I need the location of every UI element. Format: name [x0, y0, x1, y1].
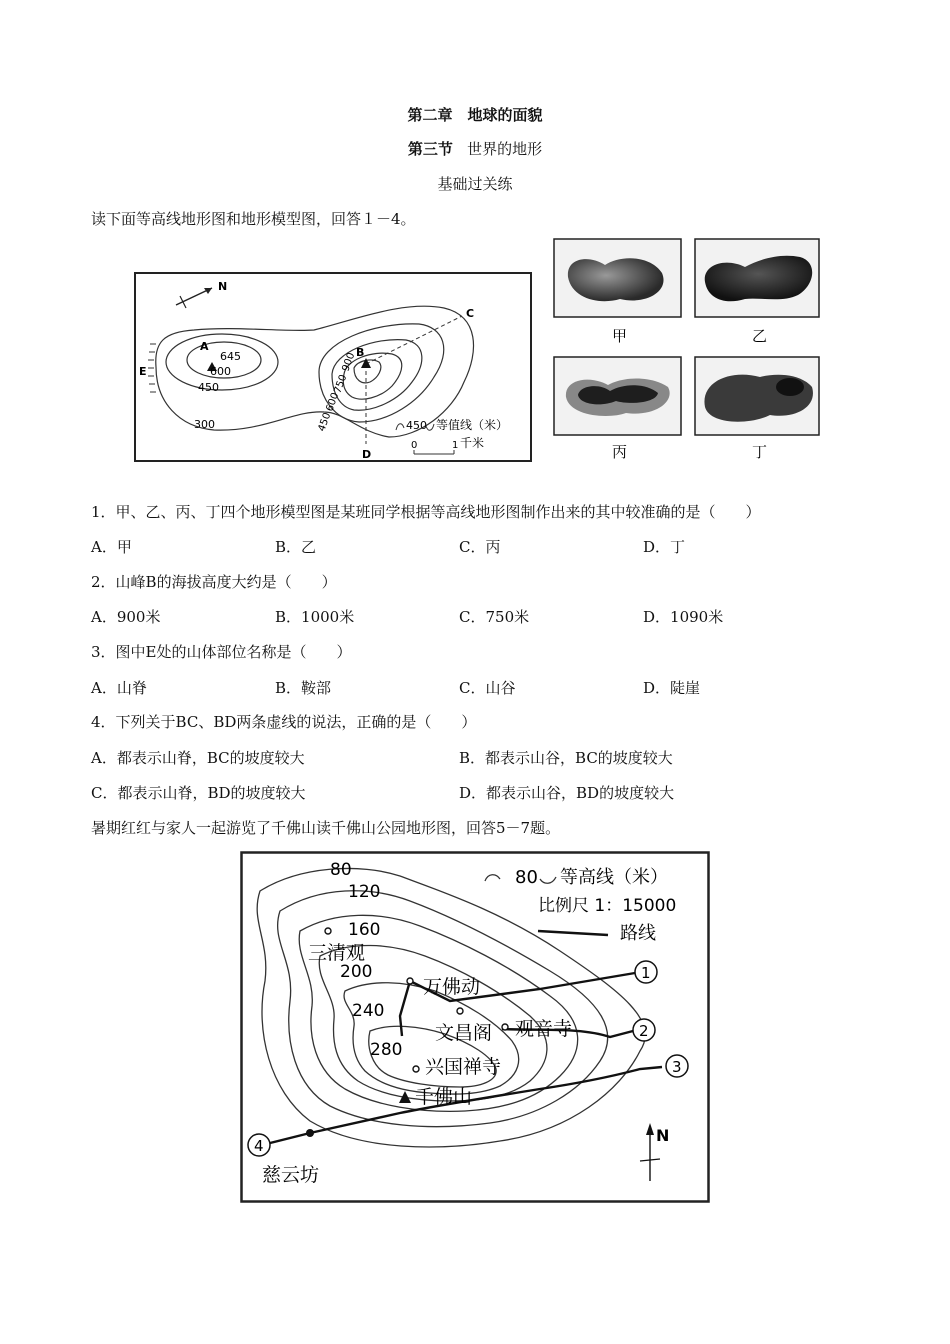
- map1-frame: [135, 273, 531, 461]
- map2-legend-route: 路线: [620, 923, 656, 944]
- map2-label-guanyinsi: 观音寺: [515, 1018, 573, 1040]
- question-2-stem: 2．山峰B的海拔高度大约是（ ）: [91, 573, 337, 591]
- map2-label-wanfodong: 万佛动: [423, 976, 481, 998]
- model-ding-label: 丁: [752, 443, 768, 461]
- map2-marker-wanfodong: [407, 978, 413, 984]
- map2-label-280: 280: [370, 1040, 403, 1060]
- question-4-stem: 4．下列关于BC、BD两条虚线的说法，正确的是（ ）: [91, 713, 477, 731]
- map1-label-750: 750: [332, 373, 350, 396]
- question-4-option-a: A．都表示山脊，BC的坡度较大: [91, 749, 305, 767]
- park-contour-map: [240, 851, 711, 1204]
- question-2-option-b: B．1000米: [275, 608, 355, 626]
- map2-marker-sanqingguan: [325, 928, 331, 934]
- map1-label-c: C: [466, 307, 475, 320]
- map1-label-300: 300: [194, 418, 215, 431]
- map1-label-a: A: [200, 340, 209, 353]
- model-jia-shape: [568, 258, 664, 301]
- map1-scale-0: 0: [411, 440, 418, 451]
- map1-label-900: 900: [340, 351, 358, 374]
- model-yi-label: 乙: [752, 327, 768, 345]
- map2-label-xingguochansi: 兴国禅寺: [425, 1056, 502, 1078]
- map1-north-label: N: [218, 280, 228, 293]
- section-name: 世界的地形: [467, 140, 543, 158]
- intro-text-2: 暑期红红与家人一起游览了千佛山读千佛山公园地形图，回答5－7题。: [91, 819, 561, 837]
- map2-marker-junction: [306, 1129, 314, 1137]
- map1-label-e: E: [139, 365, 147, 378]
- map2-label-wenchangge: 文昌阁: [435, 1022, 493, 1044]
- terrain-models: [550, 237, 822, 463]
- map1-label-d: D: [362, 448, 372, 461]
- model-bing-label: 丙: [612, 443, 628, 461]
- section-subtitle: 基础过关练: [437, 175, 513, 193]
- map1-label-600-left: 600: [210, 365, 231, 378]
- map2-label-160: 160: [348, 920, 381, 940]
- map2-label-240: 240: [352, 1001, 385, 1021]
- map2-marker-guanyinsi: [502, 1024, 508, 1030]
- section-title: [0, 138, 950, 159]
- question-3-option-b: B．鞍部: [275, 679, 332, 697]
- map2-marker-wenchangge: [457, 1008, 463, 1014]
- question-4-option-c: C．都表示山脊，BD的坡度较大: [91, 784, 306, 802]
- question-2-option-c: C．750米: [459, 608, 530, 626]
- question-1-option-c: C．丙: [459, 538, 501, 556]
- intro-text-1: 读下面等高线地形图和地形模型图，回答１－4。: [91, 210, 416, 228]
- question-4-option-b: B．都表示山谷，BC的坡度较大: [459, 749, 673, 767]
- map1-scale-unit: 千米: [460, 436, 485, 450]
- map2-label-ciyunfang: 慈云坊: [262, 1164, 320, 1186]
- chapter-title: 第二章 地球的面貌: [407, 106, 543, 124]
- map1-label-450-right: 450: [316, 411, 334, 434]
- section-number: 第三节: [407, 140, 453, 158]
- map1-label-450-left: 450: [198, 381, 219, 394]
- question-1-option-d: D．丁: [643, 538, 686, 556]
- map2-label-200: 200: [340, 962, 373, 982]
- question-3-option-d: D．陡崖: [643, 679, 701, 697]
- map2-legend-text: 等高线（米）: [560, 867, 668, 888]
- map2-route-num-3: 3: [672, 1058, 682, 1076]
- map2-legend-value: 80: [515, 867, 538, 888]
- map1-label-b: B: [356, 346, 365, 359]
- question-4-option-d: D．都表示山谷，BD的坡度较大: [459, 784, 675, 802]
- question-1-option-a: A．甲: [91, 538, 132, 556]
- question-1-option-b: B．乙: [275, 538, 317, 556]
- map2-marker-xingguochansi: [413, 1066, 419, 1072]
- map2-route-num-1: 1: [641, 964, 651, 982]
- map2-route-num-2: 2: [639, 1022, 649, 1040]
- model-jia-label: 甲: [612, 327, 628, 345]
- map1-legend-text: 等值线（米）: [436, 418, 509, 432]
- map2-label-sanqingguan: 三清观: [308, 942, 366, 964]
- question-2-option-d: D．1090米: [643, 608, 724, 626]
- map2-label-qianfoshan: 千佛山: [415, 1086, 473, 1108]
- map1-scale-1: 1: [452, 440, 459, 451]
- map2-label-80: 80: [330, 860, 352, 880]
- map2-scale: 比例尺 1：15000: [538, 896, 677, 916]
- question-3-stem: 3．图中E处的山体部位名称是（ ）: [91, 643, 352, 661]
- map1-legend-value: 450: [406, 419, 427, 432]
- map2-route-num-4: 4: [254, 1137, 264, 1155]
- map2-north-label: N: [656, 1126, 670, 1145]
- contour-map-1: [134, 272, 534, 464]
- question-3-option-a: A．山脊: [91, 679, 147, 697]
- map2-label-120: 120: [348, 882, 381, 902]
- question-3-option-c: C．山谷: [459, 679, 516, 697]
- map1-label-600-right: 600: [324, 391, 342, 414]
- question-1-stem: 1．甲、乙、丙、丁四个地形模型图是某班同学根据等高线地形图制作出来的其中较准确的是（ ）: [91, 503, 761, 521]
- question-2-option-a: A．900米: [91, 608, 161, 626]
- map1-label-645: 645: [220, 350, 241, 363]
